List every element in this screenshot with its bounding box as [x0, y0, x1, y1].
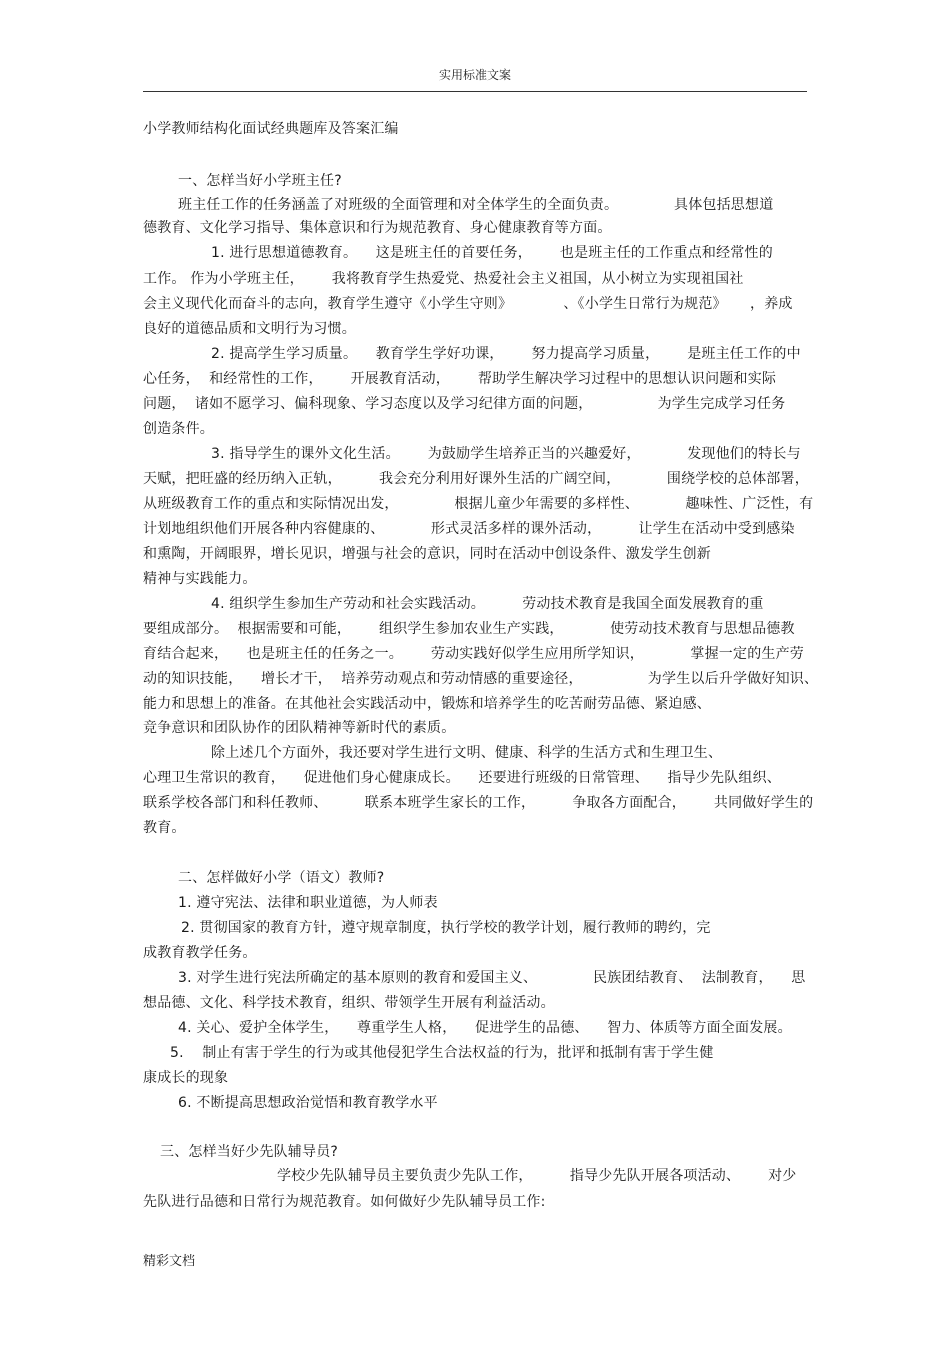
section-heading-1: 一、怎样当好小学班主任?: [178, 173, 342, 189]
paragraph-line: 心任务， 和经常性的工作， 开展教育活动， 帮助学生解决学习过程中的思想认识问题和实际: [143, 371, 777, 387]
paragraph-line: 工作。 作为小学班主任， 我将教育学生热爱党、热爱社会主义祖国，从小树立为实现祖国社: [143, 271, 744, 287]
paragraph-line: 教育。: [143, 820, 186, 836]
paragraph-line: 动的知识技能， 增长才干， 培养劳动观点和劳动情感的重要途径， 为学生以后升学做好知识、: [143, 671, 819, 687]
paragraph-line: 联系学校各部门和科任教师、 联系本班学生家长的工作， 争取各方面配合， 共同做好学生的: [143, 795, 814, 811]
page-footer: 精彩文档: [143, 1254, 196, 1269]
list-item: 2. 贯彻国家的教育方针，遵守规章制度，执行学校的教学计划，履行教师的聘约，完: [181, 920, 711, 936]
paragraph-line: 2. 提高学生学习质量。 教育学生学好功课， 努力提高学习质量， 是班主任工作的中: [211, 346, 801, 362]
list-item: 4. 关心、爱护全体学生， 尊重学生人格， 促进学生的品德、 智力、体质等方面全面发展。: [178, 1020, 792, 1036]
paragraph-line: 成教育教学任务。: [143, 945, 257, 961]
list-item: 1. 遵守宪法、法律和职业道德，为人师表: [178, 895, 438, 911]
paragraph-line: 计划地组织他们开展各种内容健康的、 形式灵活多样的课外活动， 让学生在活动中受到感染: [143, 521, 795, 537]
paragraph-line: 育结合起来， 也是班主任的任务之一。 劳动实践好似学生应用所学知识， 掌握一定的生产劳: [143, 646, 805, 662]
paragraph-line: 心理卫生常识的教育， 促进他们身心健康成长。 还要进行班级的日常管理、 指导少先队组织、: [143, 770, 781, 786]
section-heading-3: 三、怎样当好少先队辅导员?: [160, 1144, 339, 1160]
paragraph-line: 学校少先队辅导员主要负责少先队工作， 指导少先队开展各项活动、 对少: [277, 1168, 797, 1184]
paragraph-line: 问题， 诸如不愿学习、偏科现象、学习态度以及学习纪律方面的问题， 为学生完成学习任务: [143, 396, 786, 412]
paragraph-line: 从班级教育工作的重点和实际情况出发， 根据儿童少年需要的多样性、 趣味性、广泛性，有: [143, 496, 814, 512]
document-title: 小学教师结构化面试经典题库及答案汇编: [143, 121, 399, 137]
paragraph-line: 精神与实践能力。: [143, 571, 257, 587]
paragraph-line: 班主任工作的任务涵盖了对班级的全面管理和对全体学生的全面负责。 具体包括思想道: [178, 197, 774, 213]
paragraph-line: 能力和思想上的准备。在其他社会实践活动中，锻炼和培养学生的吃苦耐劳品德、紧迫感、: [143, 696, 711, 712]
paragraph-line: 德教育、文化学习指导、集体意识和行为规范教育、身心健康教育等方面。: [143, 220, 612, 236]
paragraph-line: 会主义现代化而奋斗的志向，教育学生遵守《小学生守则》 、《小学生日常行为规范》 ，养成: [143, 296, 793, 312]
paragraph-line: 要组成部分。 根据需要和可能， 组织学生参加农业生产实践， 使劳动技术教育与思想品德教: [143, 621, 795, 637]
paragraph-line: 想品德、文化、科学技术教育，组织、带领学生开展有利益活动。: [143, 995, 555, 1011]
paragraph-line: 先队进行品德和日常行为规范教育。如何做好少先队辅导员工作:: [143, 1194, 546, 1210]
page-header: 实用标准文案: [438, 68, 511, 82]
header-divider: [143, 91, 807, 92]
section-heading-2: 二、怎样做好小学（语文）教师?: [178, 870, 385, 886]
list-item: 6. 不断提高思想政治觉悟和教育教学水平: [178, 1095, 438, 1111]
paragraph-line: 良好的道德品质和文明行为习惯。: [143, 321, 356, 337]
paragraph-line: 除上述几个方面外，我还要对学生进行文明、健康、科学的生活方式和生理卫生、: [211, 745, 723, 761]
paragraph-line: 天赋，把旺盛的经历纳入正轨， 我会充分利用好课外生活的广阔空间， 围绕学校的总体部署，: [143, 471, 809, 487]
paragraph-line: 康成长的现象: [143, 1070, 229, 1086]
list-item: 3. 对学生进行宪法所确定的基本原则的教育和爱国主义、 民族团结教育、 法制教育， 思: [178, 970, 806, 986]
paragraph-line: 和熏陶，开阔眼界，增长见识，增强与社会的意识，同时在活动中创设条件、激发学生创新: [143, 546, 711, 562]
paragraph-line: 创造条件。: [143, 421, 214, 437]
paragraph-line: 竞争意识和团队协作的团队精神等新时代的素质。: [143, 720, 456, 736]
paragraph-line: 1. 进行思想道德教育。 这是班主任的首要任务， 也是班主任的工作重点和经常性的: [211, 245, 773, 261]
list-item: 5. 制止有害于学生的行为或其他侵犯学生合法权益的行为，批评和抵制有害于学生健: [170, 1045, 714, 1061]
paragraph-line: 4. 组织学生参加生产劳动和社会实践活动。 劳动技术教育是我国全面发展教育的重: [211, 596, 764, 612]
paragraph-line: 3. 指导学生的课外文化生活。 为鼓励学生培养正当的兴趣爱好， 发现他们的特长与: [211, 446, 801, 462]
